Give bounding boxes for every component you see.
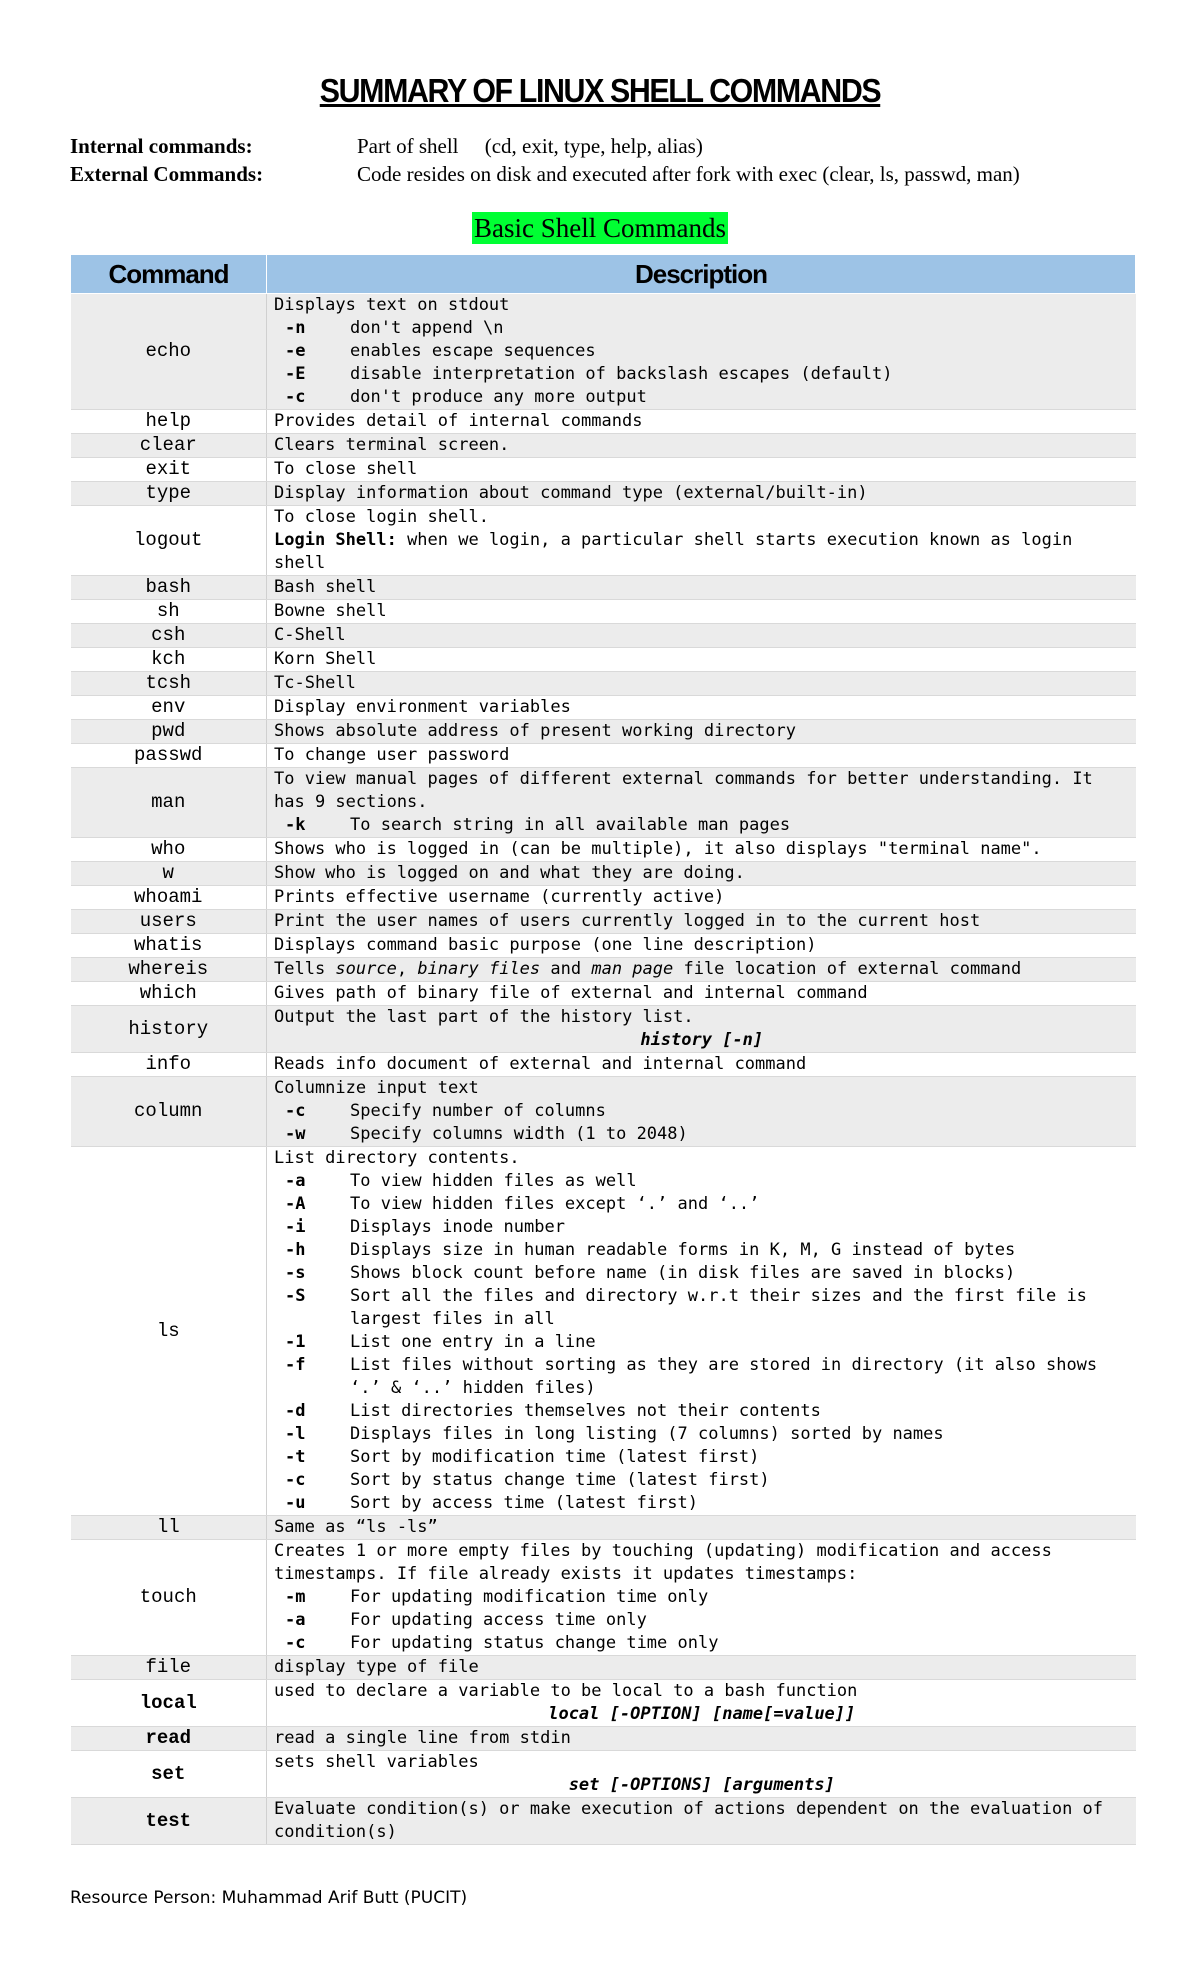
command-cell: ls xyxy=(71,1147,267,1516)
option-line xyxy=(274,363,1130,386)
text-segment: when we login, a particular shell starts execution known as login shell xyxy=(274,530,1073,573)
table-row xyxy=(71,576,1136,600)
description-line xyxy=(274,838,1130,861)
option-line xyxy=(274,1632,1130,1655)
description-cell xyxy=(267,886,1136,910)
text-segment: Evaluate condition(s) or make execution of actions dependent on the evaluation of condition(s) xyxy=(274,1799,1104,1842)
table-body xyxy=(71,294,1136,1845)
description-cell xyxy=(267,1727,1136,1751)
option-flag: -m xyxy=(285,1587,306,1607)
description-cell xyxy=(267,1516,1136,1540)
description-cell xyxy=(267,838,1136,862)
option-text: Displays inode number xyxy=(350,1217,565,1237)
description-cell xyxy=(267,958,1136,982)
option-line xyxy=(274,1100,1130,1123)
bold-term: Login Shell: xyxy=(274,530,397,550)
option-flag: -E xyxy=(285,364,306,384)
description-cell xyxy=(267,624,1136,648)
option-line xyxy=(274,1469,1130,1492)
option-line xyxy=(274,1123,1130,1146)
option-line xyxy=(274,1400,1130,1423)
option-flag: -n xyxy=(285,318,306,338)
table-row xyxy=(71,768,1136,838)
description-cell xyxy=(267,1053,1136,1077)
option-text: For updating status change time only xyxy=(350,1633,719,1653)
option-flag: -c xyxy=(285,387,306,407)
option-text: don't append \n xyxy=(350,318,504,338)
description-line xyxy=(274,624,1130,647)
description-cell xyxy=(267,672,1136,696)
text-segment: Tc-Shell xyxy=(274,673,356,693)
table-row xyxy=(71,434,1136,458)
description-line xyxy=(274,434,1130,457)
description-cell xyxy=(267,294,1136,410)
description-line xyxy=(274,600,1130,623)
table-row xyxy=(71,294,1136,410)
text-segment: , xyxy=(396,959,418,979)
option-text: Sort by status change time (latest first) xyxy=(350,1470,770,1490)
text-segment: To change user password xyxy=(274,745,510,765)
text-segment: display type of file xyxy=(274,1657,479,1677)
command-cell: users xyxy=(71,910,267,934)
text-segment: Korn Shell xyxy=(274,649,377,669)
table-row xyxy=(71,410,1136,434)
table-row xyxy=(71,1540,1136,1656)
footer-credit: Resource Person: Muhammad Arif Butt (PUCIT) xyxy=(70,1888,468,1908)
text-segment: Tells xyxy=(274,959,336,979)
syntax-line: set [-OPTIONS] [arguments] xyxy=(568,1775,835,1795)
option-flag: -c xyxy=(285,1470,306,1490)
table-row xyxy=(71,624,1136,648)
text-segment: List directory contents. xyxy=(274,1148,520,1168)
option-text: Displays size in human readable forms in K, M, G instead of bytes xyxy=(350,1240,1016,1260)
description-line xyxy=(274,1727,1130,1750)
syntax-line: local [-OPTION] [name[=value]] xyxy=(548,1704,856,1724)
syntax-line: history [-n] xyxy=(640,1030,764,1050)
option-text: List directories themselves not their contents xyxy=(350,1401,821,1421)
command-cell: sh xyxy=(71,600,267,624)
command-cell: info xyxy=(71,1053,267,1077)
command-cell: touch xyxy=(71,1540,267,1656)
description-cell xyxy=(267,1147,1136,1516)
table-row xyxy=(71,600,1136,624)
text-segment: To close shell xyxy=(274,459,418,479)
description-cell xyxy=(267,1077,1136,1147)
description-line xyxy=(274,1147,1130,1170)
option-text: To view hidden files as well xyxy=(350,1171,637,1191)
text-segment: Display environment variables xyxy=(274,697,571,717)
command-cell: history xyxy=(71,1006,267,1053)
description-cell xyxy=(267,696,1136,720)
option-flag: -S xyxy=(285,1286,306,1306)
text-segment: and xyxy=(540,959,592,979)
option-text: enables escape sequences xyxy=(350,341,596,361)
option-line xyxy=(274,1331,1130,1354)
text-segment: Shows absolute address of present working directory xyxy=(274,721,796,741)
description-line xyxy=(274,934,1130,957)
description-line xyxy=(274,529,1130,575)
option-text: Sort by modification time (latest first) xyxy=(350,1447,760,1467)
description-cell xyxy=(267,1798,1136,1845)
text-segment: Bash shell xyxy=(274,577,377,597)
text-segment: Show who is logged on and what they are doing. xyxy=(274,863,745,883)
option-flag: -c xyxy=(285,1101,306,1121)
option-flag: -A xyxy=(285,1194,306,1214)
option-line xyxy=(274,1354,1130,1400)
command-cell: logout xyxy=(71,506,267,576)
text-segment: sets shell variables xyxy=(274,1752,479,1772)
description-line xyxy=(274,1077,1130,1100)
command-cell: kch xyxy=(71,648,267,672)
text-segment: Output the last part of the history list. xyxy=(274,1007,694,1027)
option-line xyxy=(274,814,1130,837)
option-flag: -1 xyxy=(285,1332,306,1352)
option-flag: -s xyxy=(285,1263,306,1283)
table-row xyxy=(71,958,1136,982)
table-header-row xyxy=(71,255,1136,294)
description-line xyxy=(274,744,1130,767)
command-cell: local xyxy=(71,1680,267,1727)
description-cell xyxy=(267,482,1136,506)
description-line xyxy=(274,1053,1130,1076)
table-row xyxy=(71,1053,1136,1077)
table-row xyxy=(71,1751,1136,1798)
text-segment: Print the user names of users currently logged in to the current host xyxy=(274,911,981,931)
italic-term: binary files xyxy=(417,959,541,979)
definition-text: Code resides on disk and executed after fork with exec (clear, ls, passwd, man) xyxy=(357,162,1020,186)
description-line xyxy=(274,958,1130,981)
description-cell xyxy=(267,458,1136,482)
description-cell xyxy=(267,410,1136,434)
description-cell xyxy=(267,910,1136,934)
description-cell xyxy=(267,600,1136,624)
option-text: For updating modification time only xyxy=(350,1587,709,1607)
description-line xyxy=(274,1006,1130,1029)
table-row xyxy=(71,506,1136,576)
option-line xyxy=(274,1609,1130,1632)
table-row xyxy=(71,982,1136,1006)
text-segment: file location of external command xyxy=(673,959,1022,979)
description-line xyxy=(274,1516,1130,1539)
definition-term: Internal commands: xyxy=(70,134,253,158)
description-cell xyxy=(267,1540,1136,1656)
option-line xyxy=(274,340,1130,363)
option-text: Specify number of columns xyxy=(350,1101,606,1121)
command-cell: clear xyxy=(71,434,267,458)
option-flag: -d xyxy=(285,1401,306,1421)
description-cell xyxy=(267,434,1136,458)
text-segment: Clears terminal screen. xyxy=(274,435,510,455)
option-line xyxy=(274,1285,1130,1331)
option-text: To search string in all available man pages xyxy=(350,815,791,835)
option-text: don't produce any more output xyxy=(350,387,647,407)
option-line xyxy=(274,1193,1130,1216)
command-cell: echo xyxy=(71,294,267,410)
description-line xyxy=(274,862,1130,885)
option-line xyxy=(274,1446,1130,1469)
option-flag: -f xyxy=(285,1355,306,1375)
description-cell xyxy=(267,862,1136,886)
header-command: Command xyxy=(71,255,267,294)
text-segment: Prints effective username (currently active) xyxy=(274,887,725,907)
header-description: Description xyxy=(267,255,1136,294)
table-row xyxy=(71,696,1136,720)
description-line xyxy=(274,294,1130,317)
command-cell: who xyxy=(71,838,267,862)
command-cell: tcsh xyxy=(71,672,267,696)
command-cell: whoami xyxy=(71,886,267,910)
italic-term: man page xyxy=(591,959,674,979)
option-flag: -e xyxy=(285,341,306,361)
option-line xyxy=(274,1586,1130,1609)
table-row xyxy=(71,1798,1136,1845)
table-row xyxy=(71,1147,1136,1516)
text-segment: Same as “ls -ls” xyxy=(274,1517,438,1537)
table-row xyxy=(71,1656,1136,1680)
commands-table xyxy=(70,254,1136,1845)
table-row xyxy=(71,910,1136,934)
option-text: Displays files in long listing (7 columns) sorted by names xyxy=(350,1424,944,1444)
description-cell xyxy=(267,1006,1136,1053)
text-segment: Creates 1 or more empty files by touching (updating) modification and access timestamps. If file already exists it updates timestamps: xyxy=(274,1541,1052,1584)
description-line xyxy=(274,1680,1130,1703)
command-cell: w xyxy=(71,862,267,886)
command-cell: test xyxy=(71,1798,267,1845)
description-cell xyxy=(267,1656,1136,1680)
description-line xyxy=(274,720,1130,743)
definition-internal xyxy=(70,132,1020,160)
section-heading: Basic Shell Commands xyxy=(474,213,726,243)
text-segment: To close login shell. xyxy=(274,507,489,527)
description-line xyxy=(274,696,1130,719)
table-row xyxy=(71,886,1136,910)
option-flag: -c xyxy=(285,1633,306,1653)
text-segment: C-Shell xyxy=(274,625,346,645)
table-row xyxy=(71,1680,1136,1727)
option-flag: -l xyxy=(285,1424,306,1444)
description-cell xyxy=(267,982,1136,1006)
option-text: List files without sorting as they are stored in directory (it also shows ‘.’ & ‘..’ hidden files) xyxy=(350,1355,1098,1398)
description-line xyxy=(274,982,1130,1005)
option-line xyxy=(274,1239,1130,1262)
command-cell: ll xyxy=(71,1516,267,1540)
text-segment: used to declare a variable to be local to a bash function xyxy=(274,1681,858,1701)
italic-term: source xyxy=(335,959,397,979)
text-segment: Gives path of binary file of external and internal command xyxy=(274,983,868,1003)
definition-term: External Commands: xyxy=(70,162,264,186)
option-flag: -a xyxy=(285,1610,306,1630)
option-line xyxy=(274,1170,1130,1193)
section-heading-wrap xyxy=(0,212,1200,244)
option-text: To view hidden files except ‘.’ and ‘..’ xyxy=(350,1194,760,1214)
option-text: Sort all the files and directory w.r.t their sizes and the first file is largest files in all xyxy=(350,1286,1087,1329)
option-text: List one entry in a line xyxy=(350,1332,596,1352)
definition-external xyxy=(70,160,1020,188)
text-segment: Provides detail of internal commands xyxy=(274,411,643,431)
description-line xyxy=(274,1656,1130,1679)
command-cell: help xyxy=(71,410,267,434)
option-flag: -k xyxy=(285,815,306,835)
option-line xyxy=(274,317,1130,340)
option-flag: -u xyxy=(285,1493,306,1513)
description-line xyxy=(274,482,1130,505)
option-flag: -t xyxy=(285,1447,306,1467)
description-line xyxy=(274,576,1130,599)
description-line xyxy=(274,506,1130,529)
option-flag: -a xyxy=(285,1171,306,1191)
page-title: SUMMARY OF LINUX SHELL COMMANDS xyxy=(319,72,881,109)
description-line xyxy=(274,672,1130,695)
text-segment: Display information about command type (external/built-in) xyxy=(274,483,868,503)
command-cell: which xyxy=(71,982,267,1006)
description-line xyxy=(274,648,1130,671)
command-cell: column xyxy=(71,1077,267,1147)
option-text: Shows block count before name (in disk files are saved in blocks) xyxy=(350,1263,1016,1283)
description-cell xyxy=(267,506,1136,576)
table-row xyxy=(71,934,1136,958)
description-cell xyxy=(267,576,1136,600)
description-line xyxy=(274,768,1130,814)
description-line xyxy=(274,886,1130,909)
table-row xyxy=(71,1727,1136,1751)
text-segment: Shows who is logged in (can be multiple), it also displays "terminal name". xyxy=(274,839,1042,859)
table-row xyxy=(71,1077,1136,1147)
command-cell: exit xyxy=(71,458,267,482)
command-cell: bash xyxy=(71,576,267,600)
text-segment: To view manual pages of different external commands for better understanding. It has 9 sections. xyxy=(274,769,1093,812)
command-cell: csh xyxy=(71,624,267,648)
command-cell: pwd xyxy=(71,720,267,744)
description-line xyxy=(274,458,1130,481)
description-cell xyxy=(267,744,1136,768)
table-row xyxy=(71,838,1136,862)
command-cell: read xyxy=(71,1727,267,1751)
description-cell xyxy=(267,1680,1136,1727)
option-flag: -h xyxy=(285,1240,306,1260)
table-row xyxy=(71,744,1136,768)
command-cell: set xyxy=(71,1751,267,1798)
command-cell: type xyxy=(71,482,267,506)
text-segment: read a single line from stdin xyxy=(274,1728,571,1748)
option-flag: -i xyxy=(285,1217,306,1237)
description-cell xyxy=(267,934,1136,958)
text-segment: Displays command basic purpose (one line description) xyxy=(274,935,817,955)
description-line xyxy=(274,910,1130,933)
option-line xyxy=(274,1216,1130,1239)
description-line xyxy=(274,410,1130,433)
text-segment: Reads info document of external and internal command xyxy=(274,1054,807,1074)
option-line xyxy=(274,386,1130,409)
description-line xyxy=(274,1751,1130,1774)
definitions xyxy=(70,132,1020,188)
description-line xyxy=(274,1798,1130,1844)
table-row xyxy=(71,648,1136,672)
command-cell: passwd xyxy=(71,744,267,768)
command-cell: whereis xyxy=(71,958,267,982)
text-segment: Bowne shell xyxy=(274,601,387,621)
table-row xyxy=(71,862,1136,886)
table-row xyxy=(71,482,1136,506)
description-cell xyxy=(267,1751,1136,1798)
table-row xyxy=(71,1006,1136,1053)
description-cell xyxy=(267,648,1136,672)
option-line xyxy=(274,1492,1130,1515)
option-text: For updating access time only xyxy=(350,1610,647,1630)
option-line xyxy=(274,1423,1130,1446)
option-text: disable interpretation of backslash escapes (default) xyxy=(350,364,893,384)
table-row xyxy=(71,672,1136,696)
command-cell: env xyxy=(71,696,267,720)
text-segment: Columnize input text xyxy=(274,1078,479,1098)
definition-text: Part of shell (cd, exit, type, help, alias) xyxy=(357,134,703,158)
table-row xyxy=(71,720,1136,744)
table-row xyxy=(71,1516,1136,1540)
description-cell xyxy=(267,720,1136,744)
description-cell xyxy=(267,768,1136,838)
description-line xyxy=(274,1540,1130,1586)
option-text: Specify columns width (1 to 2048) xyxy=(350,1124,688,1144)
option-text: Sort by access time (latest first) xyxy=(350,1493,698,1513)
command-cell: whatis xyxy=(71,934,267,958)
command-cell: man xyxy=(71,768,267,838)
table-row xyxy=(71,458,1136,482)
option-flag: -w xyxy=(285,1124,306,1144)
text-segment: Displays text on stdout xyxy=(274,295,510,315)
option-line xyxy=(274,1262,1130,1285)
command-cell: file xyxy=(71,1656,267,1680)
